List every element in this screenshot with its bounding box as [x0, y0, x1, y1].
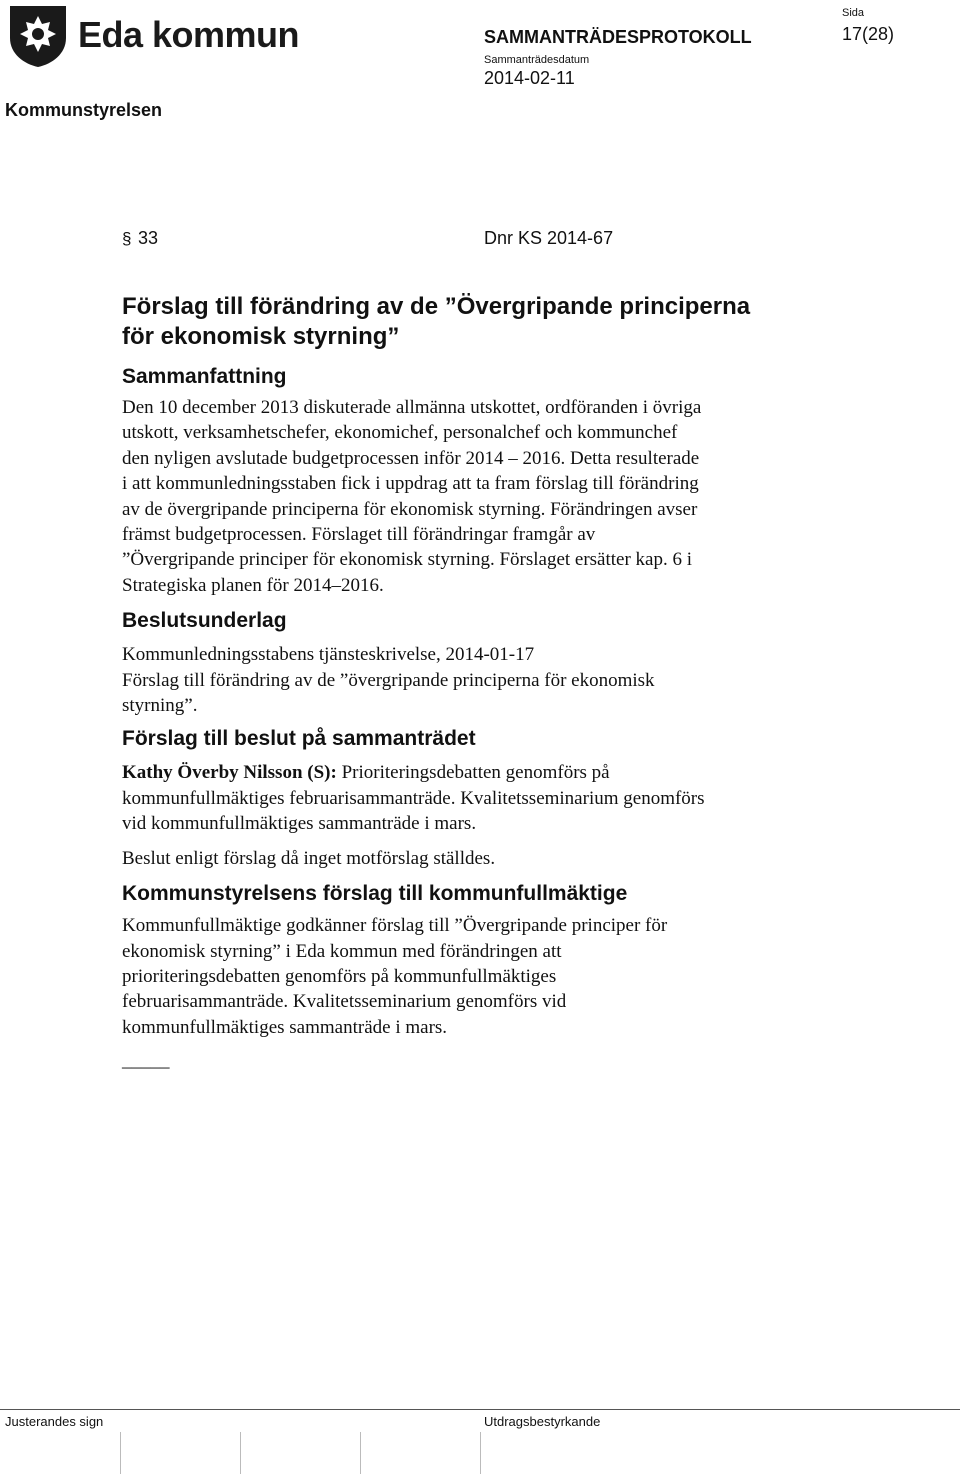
signature-box-divider	[480, 1432, 481, 1474]
proposal-line	[122, 760, 822, 785]
speaker-name: Kathy Överby Nilsson (S):	[122, 762, 337, 784]
page-label: Sida	[842, 7, 865, 19]
basis-line: Kommunledningsstabens tjänsteskrivelse, 2014-01-17	[122, 644, 535, 666]
proposal-line-text: Prioriteringsdebatten genomförs på	[336, 762, 610, 784]
signature-box-divider	[120, 1432, 121, 1474]
basis-heading: Beslutsunderlag	[122, 609, 287, 633]
logo-text: Eda kommun	[78, 14, 300, 55]
signature-box-divider	[240, 1432, 241, 1474]
decision-text: Beslut enligt förslag då inget motförslag ställdes.	[122, 847, 496, 869]
date-value: 2014-02-11	[484, 68, 575, 88]
summary-line: ”Övergripande principer för ekonomisk styrning. Förslaget ersätter kap. 6 i	[122, 549, 693, 571]
signature-box-divider	[360, 1432, 361, 1474]
extract-certification-label: Utdragsbestyrkande	[484, 1414, 601, 1429]
paragraph-number: 33	[138, 228, 159, 248]
summary-line: främst budgetprocessen. Förslaget till förändringar framgår av	[122, 524, 596, 546]
board-proposal-heading: Kommunstyrelsens förslag till kommunfullmäktige	[122, 882, 628, 906]
summary-text	[122, 395, 822, 598]
organization-name: Kommunstyrelsen	[5, 100, 163, 120]
basis-line: Förslag till förändring av de ”övergripande principerna för ekonomisk	[122, 669, 655, 691]
section-title-line: för ekonomisk styrning”	[122, 323, 400, 350]
board-proposal-line: kommunfullmäktiges sammanträde i mars.	[122, 1016, 448, 1038]
summary-line: i att kommunledningsstaben fick i uppdrag att ta fram förslag till förändring	[122, 473, 699, 495]
summary-line: Strategiska planen för 2014–2016.	[122, 574, 384, 596]
end-mark: _____	[122, 1050, 170, 1072]
paragraph-mark: §	[122, 229, 132, 248]
summary-line: Den 10 december 2013 diskuterade allmänna utskottet, ordföranden i övriga	[122, 397, 702, 418]
eda-kommun-coat-of-arms-icon	[8, 4, 68, 68]
page-number: 17(28)	[842, 24, 895, 44]
proposal-heading: Förslag till beslut på sammanträdet	[122, 727, 476, 751]
summary-line: av de övergripande principerna för ekonomisk styrning. Förändringen avser	[122, 498, 698, 520]
date-label: Sammanträdesdatum	[484, 54, 590, 66]
proposal-line: kommunfullmäktiges februarisammanträde. Kvalitetsseminarium genomförs	[122, 787, 705, 809]
diary-number: Dnr KS 2014-67	[484, 228, 614, 248]
footer-divider	[0, 1409, 960, 1410]
board-proposal-line: prioriteringsdebatten genomförs på kommunfullmäktiges	[122, 965, 557, 987]
basis-text	[122, 642, 822, 718]
proposal-text	[122, 760, 822, 871]
summary-line: den nyligen avslutade budgetprocessen inför 2014 – 2016. Detta resulterade	[122, 447, 700, 469]
section-title	[122, 292, 822, 352]
summary-line: utskott, verksamhetschefer, ekonomichef, personalchef och kommunchef	[122, 422, 678, 444]
board-proposal-line: ekonomisk styrning” i Eda kommun med förändringen att	[122, 940, 562, 962]
summary-heading: Sammanfattning	[122, 365, 287, 388]
document-body	[122, 292, 822, 1074]
document-type: SAMMANTRÄDESPROTOKOLL	[484, 27, 752, 47]
section-title-line: Förslag till förändring av de ”Övergripande principerna	[122, 293, 751, 320]
board-proposal-line: februarisammanträde. Kvalitetsseminarium genomförs vid	[122, 991, 567, 1013]
signature-label: Justerandes sign	[5, 1414, 104, 1429]
board-proposal-line: Kommunfullmäktige godkänner förslag till ”Övergripande principer för	[122, 915, 668, 937]
basis-line: styrning”.	[122, 695, 198, 717]
proposal-line: vid kommunfullmäktiges sammanträde i mars.	[122, 813, 477, 835]
board-proposal-text	[122, 913, 822, 1073]
